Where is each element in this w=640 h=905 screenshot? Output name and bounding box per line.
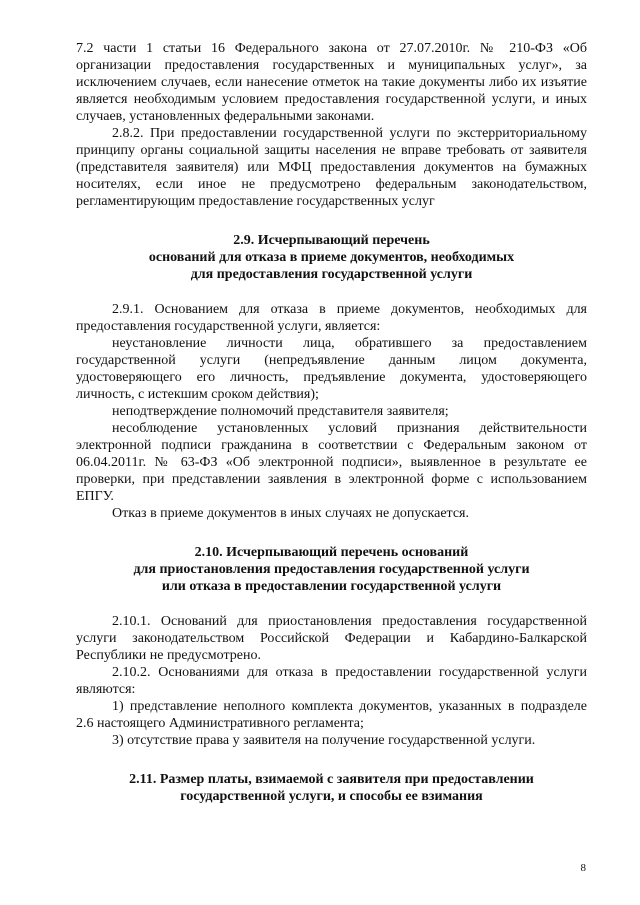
section-heading-2-10-line2: для приостановления предоставления государственной услуги bbox=[133, 562, 530, 577]
paragraph-2-8-2: 2.8.2. При предоставлении государственной услуги по экстерриториальному принципу органы социальной защиты населения не вправе требовать от заявителя (представителя заявителя) или МФЦ предоставления документов на бумажных носителях, если иное не предусмотрено федеральным законодательством, регламентирующим предоставление государственных услуг bbox=[76, 126, 587, 209]
paragraph-2-9-item-authority: неподтверждение полномочий представителя заявителя; bbox=[112, 404, 449, 419]
section-heading-2-10-line3: или отказа в предоставлении государственной услуги bbox=[161, 579, 502, 594]
paragraph-continuation: 7.2 части 1 статьи 16 Федерального закона от 27.07.2010г. № 210-ФЗ «Об организации предоставления государственных и муниципальных услуг», за исключением случаев, если нанесение отметок на такие документы либо их изъятие является необходимым условием предоставления государственной услуги, и иных случаев, установленных федеральными законами. bbox=[76, 41, 587, 124]
section-heading-2-9-line2: оснований для отказа в приеме документов, необходимых bbox=[148, 250, 515, 265]
paragraph-2-9-item-identity: неустановление личности лица, обратившего за предоставлением государственной услуги (непредъявление данным лицом документа, удостоверяющего его личность, предъявление документа, удостоверяющего личность, с истекшим сроком действия); bbox=[76, 336, 587, 402]
paragraph-2-10-item-1: 1) представление неполного комплекта документов, указанных в подразделе 2.6 настоящего Административного регламента; bbox=[76, 699, 587, 731]
section-heading-2-10-line1: 2.10. Исчерпывающий перечень оснований bbox=[194, 545, 469, 560]
section-heading-2-9-line3: для предоставления государственной услуги bbox=[190, 267, 473, 282]
paragraph-2-10-2: 2.10.2. Основаниями для отказа в предоставлении государственной услуги являются: bbox=[76, 665, 587, 697]
section-heading-2-11-line2: государственной услуги, и способы ее взимания bbox=[180, 789, 483, 804]
page-number: 8 bbox=[580, 862, 586, 874]
section-heading-2-11-line1: 2.11. Размер платы, взимаемой с заявителя при предоставлении bbox=[129, 772, 534, 787]
paragraph-2-10-item-3: 3) отсутствие права у заявителя на получение государственной услуги. bbox=[112, 733, 536, 748]
page-content bbox=[76, 40, 587, 805]
section-heading-2-9-line1: 2.9. Исчерпывающий перечень bbox=[233, 233, 430, 248]
paragraph-2-9-refusal: Отказ в приеме документов в иных случаях не допускается. bbox=[112, 506, 469, 521]
paragraph-2-9-1: 2.9.1. Основанием для отказа в приеме документов, необходимых для предоставления государственной услуги, является: bbox=[76, 302, 587, 334]
paragraph-2-9-item-signature: несоблюдение установленных условий признания действительности электронной подписи гражданина в соответствии с Федеральным законом от 06.04.2011г. № 63-ФЗ «Об электронной подписи», выявленное в результате ее проверки, при представлении заявления в электронной форме с использованием ЕПГУ. bbox=[76, 421, 587, 504]
paragraph-2-10-1: 2.10.1. Оснований для приостановления предоставления государственной услуги законодательством Российской Федерации и Кабардино-Балкарской Республики не предусмотрено. bbox=[76, 614, 587, 663]
